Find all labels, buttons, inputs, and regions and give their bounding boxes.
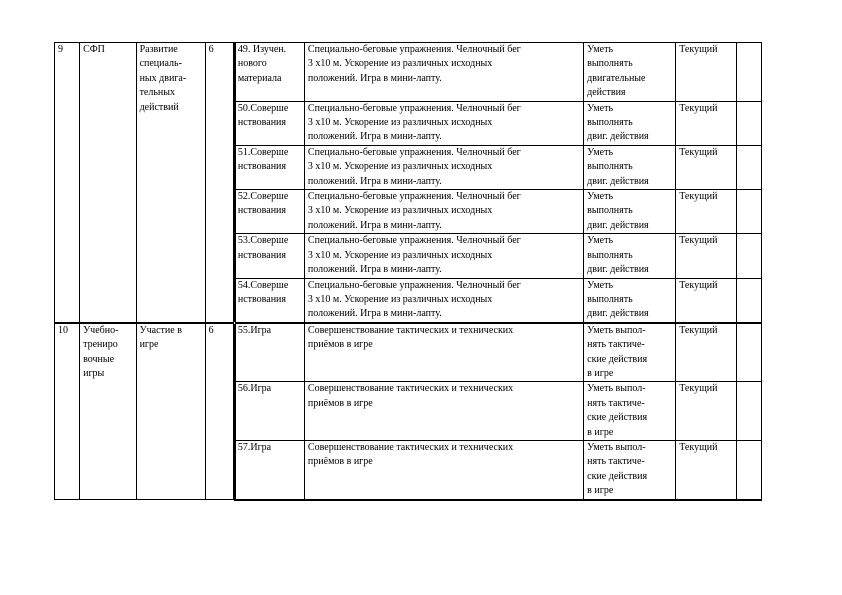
lesson-goal: Участие в игре [136,323,205,500]
lesson-title: 50.Соверше нствования [234,101,304,145]
skill-requirement: Уметь выпол- нять тактиче- ские действия в игре [584,440,676,499]
lesson-title: 56.Игра [234,382,304,441]
note-cell [736,43,761,102]
lesson-content: Совершенствование тактических и технических приёмов в игре [304,440,583,499]
skill-requirement: Уметь выполнять двигательные действия [584,43,676,102]
lesson-content: Совершенствование тактических и технических приёмов в игре [304,382,583,441]
note-cell [736,234,761,278]
note-cell [736,101,761,145]
control-type: Текущий [676,43,737,102]
control-type: Текущий [676,440,737,499]
lesson-content: Совершенствование тактических и технических приёмов в игре [304,323,583,382]
note-cell [736,382,761,441]
control-type: Текущий [676,234,737,278]
lesson-content: Специально-беговые упражнения. Челночный бег 3 х10 м. Ускорение из различных исходных положений. Игра в мини-лапту. [304,190,583,234]
control-type: Текущий [676,278,737,323]
lesson-title: 51.Соверше нствования [234,145,304,189]
topic-number: 9 [55,43,80,323]
lesson-content: Специально-беговые упражнения. Челночный бег 3 х10 м. Ускорение из различных исходных положений. Игра в мини-лапту. [304,234,583,278]
section-name: СФП [80,43,136,323]
topic-number: 10 [55,323,80,500]
control-type: Текущий [676,382,737,441]
skill-requirement: Уметь выполнять двиг. действия [584,234,676,278]
lesson-content: Специально-беговые упражнения. Челночный бег 3 х10 м. Ускорение из различных исходных положений. Игра в мини-лапту. [304,43,583,102]
note-cell [736,323,761,382]
skill-requirement: Уметь выполнять двиг. действия [584,278,676,323]
lesson-content: Специально-беговые упражнения. Челночный бег 3 х10 м. Ускорение из различных исходных положений. Игра в мини-лапту. [304,278,583,323]
lesson-title: 53.Соверше нствования [234,234,304,278]
lesson-content: Специально-беговые упражнения. Челночный бег 3 х10 м. Ускорение из различных исходных положений. Игра в мини-лапту. [304,101,583,145]
table-row [55,323,762,382]
hours-count: 6 [205,43,234,323]
lesson-title: 55.Игра [234,323,304,382]
skill-requirement: Уметь выполнять двиг. действия [584,101,676,145]
control-type: Текущий [676,145,737,189]
table-row [55,43,762,102]
note-cell [736,440,761,499]
lesson-title: 54.Соверше нствования [234,278,304,323]
control-type: Текущий [676,101,737,145]
lesson-plan-table [54,42,762,501]
skill-requirement: Уметь выполнять двиг. действия [584,190,676,234]
lesson-content: Специально-беговые упражнения. Челночный бег 3 х10 м. Ускорение из различных исходных положений. Игра в мини-лапту. [304,145,583,189]
lesson-title: 52.Соверше нствования [234,190,304,234]
note-cell [736,278,761,323]
skill-requirement: Уметь выполнять двиг. действия [584,145,676,189]
lesson-goal: Развитие специаль- ных двига- тельных действий [136,43,205,323]
lesson-title: 49. Изучен. нового материала [234,43,304,102]
skill-requirement: Уметь выпол- нять тактиче- ские действия в игре [584,382,676,441]
control-type: Текущий [676,323,737,382]
lesson-title: 57.Игра [234,440,304,499]
skill-requirement: Уметь выпол- нять тактиче- ские действия в игре [584,323,676,382]
note-cell [736,190,761,234]
section-name: Учебно- трениро вочные игры [80,323,136,500]
hours-count: 6 [205,323,234,500]
note-cell [736,145,761,189]
control-type: Текущий [676,190,737,234]
